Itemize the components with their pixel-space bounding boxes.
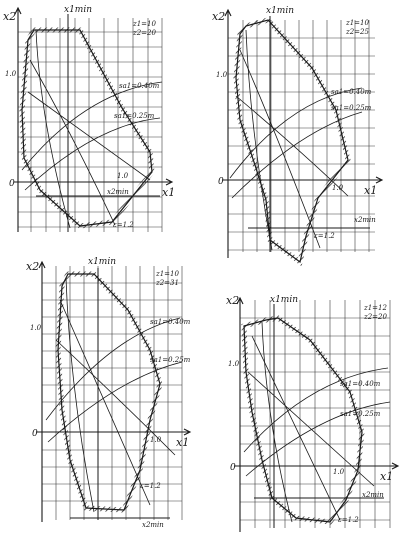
panel-1-params-line1: z1=10 xyxy=(133,20,156,28)
panel-4-curve-label-025: sa1=0.25m xyxy=(340,410,381,418)
panel-3-curve-label-040: sa1=0.40m xyxy=(150,318,191,326)
panel-1-epsilon-label: ε=1.2 xyxy=(113,221,134,229)
panel-2-y-axis-label: x2 xyxy=(212,10,226,23)
panel-2-params-line2: z2=25 xyxy=(346,28,369,36)
panel-3-y-axis-label: x2 xyxy=(26,260,40,273)
panel-3-params-line1: z1=10 xyxy=(156,270,179,278)
panel-3-epsilon-label: ε=1.2 xyxy=(140,482,161,490)
panel-1-y-axis-label: x2 xyxy=(3,10,17,23)
panel-4-tick-y-10: 1.0 xyxy=(228,360,240,368)
panel-2-tick-x-10: 1.0 xyxy=(332,184,344,192)
panel-2-labels xyxy=(212,6,377,240)
panel-3 xyxy=(36,262,190,522)
panel-1-tick-x-10: 1.0 xyxy=(117,172,129,180)
panel-2-curve-label-040: sa1=0.40m xyxy=(331,88,372,96)
panel-2-params-line1: z1=10 xyxy=(346,19,369,27)
panel-4-origin: 0 xyxy=(230,463,236,473)
panel-4-region-hatch xyxy=(244,318,362,522)
panel-4-epsilon-label: ε=1.2 xyxy=(338,516,359,524)
panel-2-tick-y-10: 1.0 xyxy=(216,71,228,79)
panel-3-top-label: x1min xyxy=(88,257,117,267)
panel-3-curve-label-025: sa1=0.25m xyxy=(150,356,191,364)
panel-2-epsilon-label: ε=1.2 xyxy=(314,232,335,240)
panel-1-curve-label-040: sa1=0.40m xyxy=(119,82,160,90)
panel-3-region-hatch xyxy=(58,274,160,510)
panel-2 xyxy=(222,10,382,262)
panel-3-params-line2: z2=31 xyxy=(156,279,179,287)
panel-2-curve-label-025: sa1=0.25m xyxy=(331,104,372,112)
panel-4-curve-label-040: sa1=0.40m xyxy=(340,380,381,388)
panel-1 xyxy=(14,8,172,232)
panel-2-top-label: x1min xyxy=(266,6,295,16)
panel-3-x2min-label: x2min xyxy=(142,521,164,529)
panel-1-top-label: x1min xyxy=(64,5,93,15)
panel-3-labels xyxy=(26,257,191,529)
panel-1-params-line2: z2=20 xyxy=(133,29,156,37)
panel-3-tick-y-10: 1.0 xyxy=(30,324,42,332)
panel-2-x2min-label: x2min xyxy=(354,216,376,224)
panel-3-curves xyxy=(46,278,182,512)
panel-4-x2min-label: x2min xyxy=(362,491,384,499)
panel-1-curves xyxy=(22,30,162,228)
panel-4-top-label: x1min xyxy=(270,295,299,305)
panel-3-x-axis-label: x1 xyxy=(176,436,190,449)
panel-1-x2min-label: x2min xyxy=(107,188,129,196)
panel-4-x-axis-label: x1 xyxy=(380,470,394,483)
panel-4-region-boundary xyxy=(244,318,362,522)
panel-3-tick-x-10: 1.0 xyxy=(150,436,162,444)
panel-1-curve-label-025: sa1=0.25m xyxy=(114,112,155,120)
panel-1-x-axis-label: x1 xyxy=(162,186,176,199)
panel-1-tick-y-10: 1.0 xyxy=(5,70,17,78)
panel-4-tick-x-10: 1.0 xyxy=(333,468,345,476)
panel-3-origin: 0 xyxy=(32,429,38,439)
panel-4-y-axis-label: x2 xyxy=(226,294,240,307)
panel-2-x-axis-label: x1 xyxy=(364,184,378,197)
panel-1-origin: 0 xyxy=(9,179,15,189)
panel-2-origin: 0 xyxy=(218,177,224,187)
panel-4-params-line1: z1=12 xyxy=(364,304,387,312)
panel-4-params-line2: z2=20 xyxy=(364,313,387,321)
